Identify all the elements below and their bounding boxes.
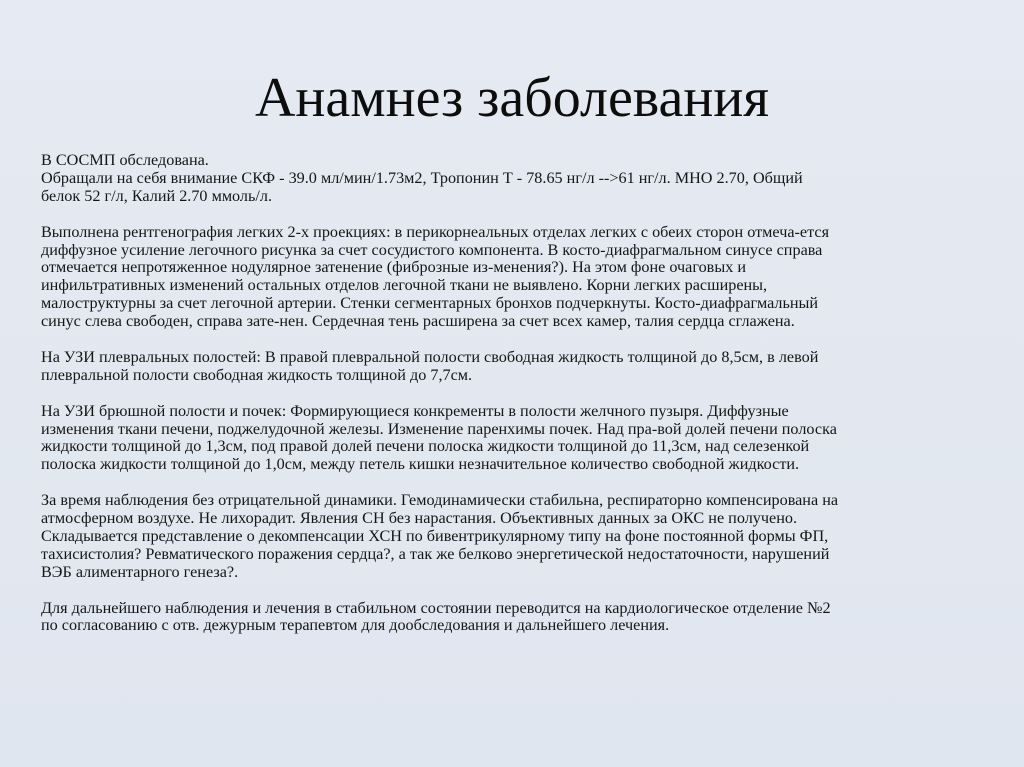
text-line: Обращали на себя внимание СКФ - 39.0 мл/мин/1.73м2, Тропонин Т - 78.65 нг/л -->61 нг/л. МНО 2.70, Общий — [41, 168, 803, 187]
paragraph-xray — [41, 224, 976, 331]
text-line: отмечается непротяженное нодулярное затенение (фиброзные из-менения?). На этом фоне очаговых и — [41, 258, 746, 277]
text-line: атмосферном воздухе. Не лихорадит. Явления СН без нарастания. Объективных данных за ОКС не получено. — [41, 509, 798, 528]
text-line: инфильтративных изменений остальных отделов легочной ткани не выявлено. Корни легких расширены, — [41, 276, 768, 295]
text-line: белок 52 г/л, Калий 2.70 ммоль/л. — [41, 186, 273, 205]
text-line: На УЗИ плевральных полостей: В правой плевральной полости свободная жидкость толщиной до 8,5см, в левой — [41, 347, 819, 366]
text-line: малоструктурны за счет легочной артерии. Стенки сегментарных бронхов подчеркнуты. Косто-диафрагмальный — [41, 294, 819, 313]
text-line: ВЭБ алиментарного генеза?. — [41, 562, 239, 581]
text-line: по согласованию с отв. дежурным терапевтом для дообследования и дальнейшего лечения. — [41, 616, 670, 635]
text-line: Выполнена рентгенография легких 2-х проекциях: в перикорнеальных отделах легких с обеих сторон отмеча-ется — [41, 222, 830, 241]
text-line: изменения ткани печени, поджелудочной железы. Изменение паренхимы почек. Над пра-вой долей печени полоска — [41, 419, 837, 438]
text-line: На УЗИ брюшной полости и почек: Формирующиеся конкременты в полости желчного пузыря. Диффузные — [41, 401, 789, 420]
text-line: В СОСМП обследована. — [41, 151, 209, 169]
paragraph-abdominal-ultrasound — [41, 403, 976, 475]
paragraph-observation — [41, 492, 976, 582]
text-line: Складывается представление о декомпенсации ХСН по бивентрикулярному типу на фоне постоянной формы ФП, — [41, 526, 829, 545]
slide-title: Анамнез заболевания — [254, 67, 770, 129]
text-line: жидкости толщиной до 1,3см, под правой долей печени полоска жидкости толщиной до 11,3см, над селезенкой — [41, 437, 810, 456]
text-line: плевральной полости свободная жидкость толщиной до 7,7см. — [41, 365, 473, 384]
text-line: синус слева свободен, справа зате-нен. Сердечная тень расширена за счет всех камер, талия сердца сглажена. — [41, 312, 795, 331]
paragraph-pleural-ultrasound — [41, 349, 976, 385]
slide-body — [41, 152, 976, 653]
text-line: За время наблюдения без отрицательной динамики. Гемодинамически стабильна, респираторно компенсирована на — [41, 491, 839, 510]
paragraph-transfer — [41, 600, 976, 636]
paragraph-intro — [41, 152, 976, 206]
text-line: полоска жидкости толщиной до 1,0см, между петель кишки незначительное количество свободной жидкости. — [41, 455, 800, 474]
text-line: Для дальнейшего наблюдения и лечения в стабильном состоянии переводится на кардиологическое отделение №2 — [41, 598, 831, 617]
text-line: тахисистолия? Ревматического поражения сердца?, а так же белково энергетической недостаточности, нарушений — [41, 544, 830, 563]
text-line: диффузное усиление легочного рисунка за счет сосудистого компонента. В косто-диафрагмальном синусе справа — [41, 240, 823, 259]
